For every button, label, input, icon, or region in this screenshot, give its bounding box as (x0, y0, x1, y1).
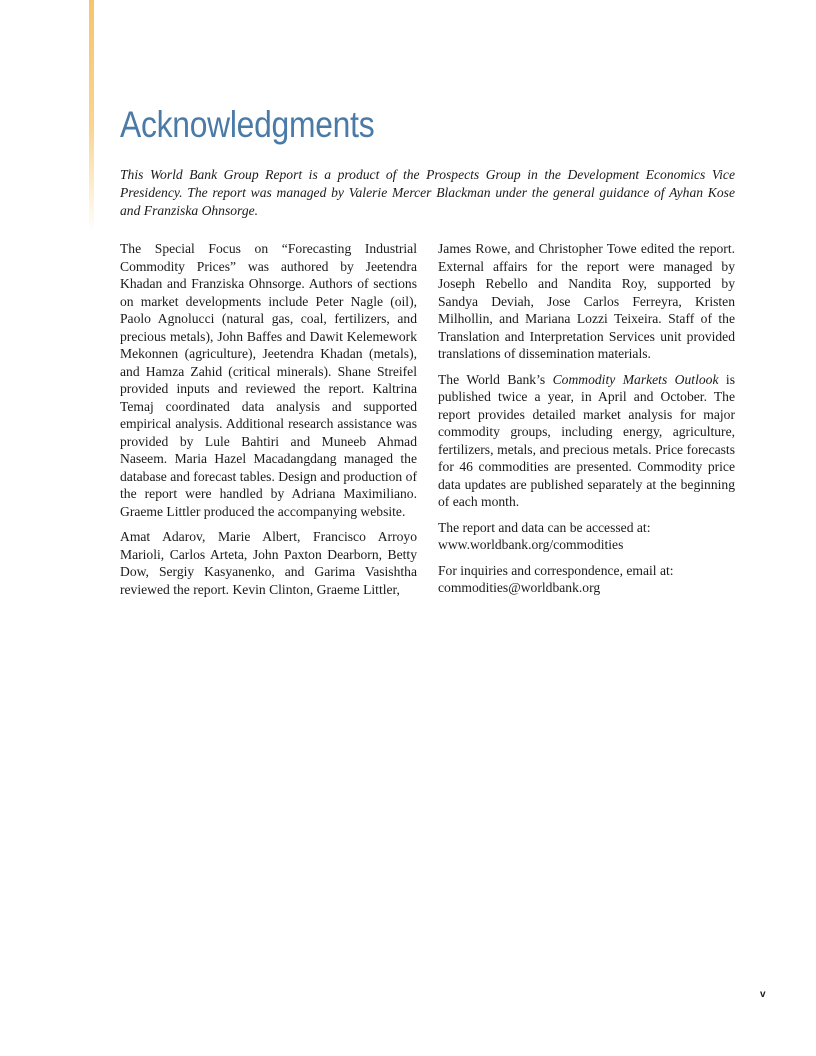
intro-paragraph: This World Bank Group Report is a product of the Prospects Group in the Development Economics Vice Presidency. The report was managed by Valerie Mercer Blackman under the general guidance of Ayhan Kose and Franziska Ohnsorge. (120, 167, 735, 218)
editors-paragraph: James Rowe, and Christopher Towe edited the report. External affairs for the report were managed by Joseph Rebello and Nandita Roy, supported by Sandya Deviah, Jose Carlos Ferreyra, Kristen Milhollin, and Mariana Lozzi Teixeira. Staff of the Translation and Interpretation Services unit provided translations of dissemination materials. (438, 241, 735, 361)
accent-bar (89, 0, 94, 232)
website-link[interactable]: www.worldbank.org/commodities (438, 537, 624, 552)
email-link[interactable]: commodities@worldbank.org (438, 580, 601, 595)
left-column (120, 240, 417, 606)
contact-label: For inquiries and correspondence, email at: (438, 562, 674, 578)
reviewers-paragraph: Amat Adarov, Marie Albert, Francisco Arroyo Marioli, Carlos Arteta, John Paxton Dearborn, Betty Dow, Sergiy Kasyanenko, and Garima Vasishtha reviewed the report. Kevin Clinton, Graeme Littler, (120, 529, 417, 597)
contact-paragraph (438, 562, 735, 597)
right-column (438, 240, 735, 605)
publication-description: is published twice a year, in April and October. The report provides detailed market analysis for major commodity groups, including energy, agriculture, fertilizers, metals, and precious metals. Price forecasts for 46 commodities are presented. Commodity price data updates are published separately at the beginning of each month. (438, 371, 735, 509)
access-paragraph (438, 519, 735, 554)
access-label: The report and data can be accessed at: (438, 519, 651, 535)
credits-paragraph: The Special Focus on “Forecasting Industrial Commodity Prices” was authored by Jeetendra Khadan and Franziska Ohnsorge. Authors of sections on market developments include Peter Nagle (oil), Paolo Agnolucci (natural gas, coal, fertilizers, and precious metals), John Baffes and Dawit Kelemework Mekonnen (agriculture), Jeetendra Khadan (metals), and Hamza Zahid (critical minerals). Shane Streifel provided inputs and reviewed the report. Kaltrina Temaj coordinated data analysis and supported empirical analysis. Additional research assistance was provided by Lule Bahtiri and Muneeb Ahmad Naseem. Maria Hazel Macadangdang managed the database and forecast tables. Design and production of the report were handled by Adriana Maximiliano. Graeme Littler produced the accompanying website. (120, 241, 417, 519)
page-title: Acknowledgments (120, 104, 375, 145)
page-number: v (760, 989, 766, 1000)
publication-title: Commodity Markets Outlook (552, 371, 719, 387)
publication-intro: The World Bank’s (438, 371, 553, 387)
publication-paragraph (438, 371, 735, 511)
